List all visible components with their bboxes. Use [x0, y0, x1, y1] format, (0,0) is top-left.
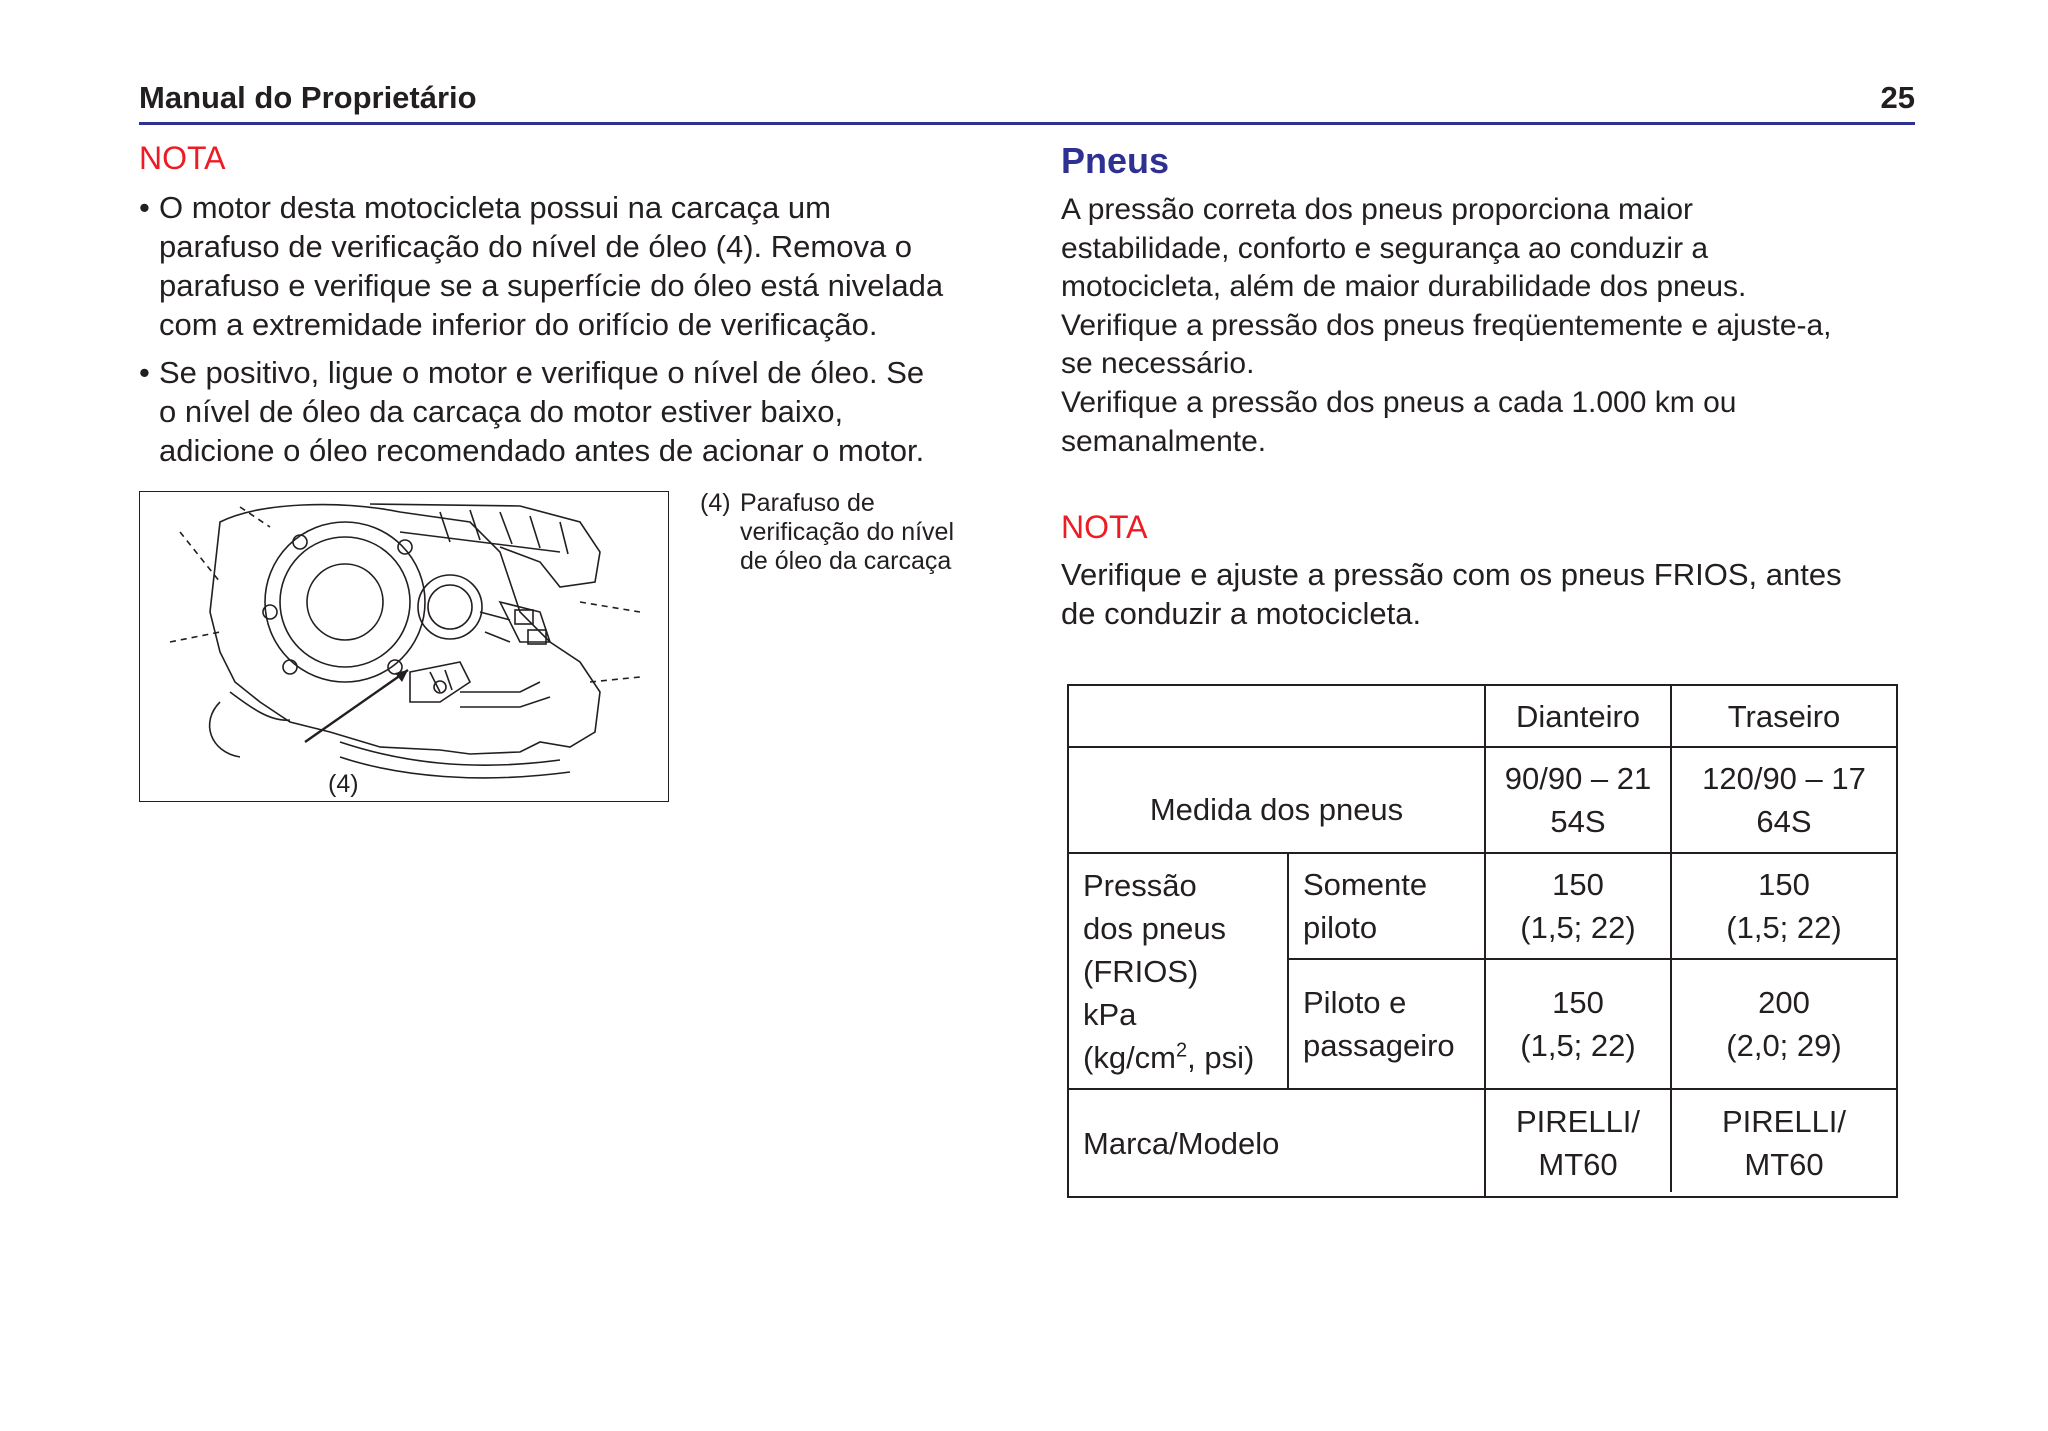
nota-right-line-1: Verifique e ajuste a pressão com os pneus FRIOS, antes: [1061, 557, 1842, 592]
table-rule: [1067, 1196, 1898, 1198]
somente-piloto-traseiro: 150 (1,5; 22): [1726, 867, 1842, 945]
nota-label-right: NOTA: [1061, 509, 1148, 545]
row-label-piloto-passageiro: Piloto e passageiro: [1303, 985, 1455, 1063]
p2-line-2: se necessário.: [1061, 347, 1255, 381]
bullet-1-line-1: O motor desta motocicleta possui na carcaça um: [159, 190, 831, 225]
col-header-dianteiro: Dianteiro: [1515, 698, 1641, 734]
piloto-passageiro-dianteiro: 150 (1,5; 22): [1520, 985, 1636, 1063]
row-label-pressao: Pressão dos pneus (FRIOS) kPa ($kg/cm^2$, psi): [1083, 867, 1255, 1075]
bullet-marker: •: [139, 190, 150, 225]
figure-callout-4: (4): [328, 770, 359, 798]
row-label-marca: Marca/Modelo: [1083, 1125, 1280, 1161]
bullet-1-line-4: com a extremidade inferior do orifício de verificação.: [159, 307, 878, 342]
page-number: 25: [1880, 80, 1915, 115]
p1-line-2: estabilidade, conforto e segurança ao conduzir a: [1061, 231, 1709, 265]
bullet-1-line-3: parafuso e verifique se a superfície do óleo está nivelada: [159, 268, 944, 303]
p1-line-1: A pressão correta dos pneus proporciona maior: [1061, 193, 1694, 226]
marca-traseiro: PIRELLI/ MT60: [1721, 1104, 1847, 1182]
nota-label-left: NOTA: [139, 140, 226, 176]
bullet-2-line-1: Se positivo, ligue o motor e verifique o nível de óleo. Se: [159, 355, 925, 390]
medida-traseiro: 120/90 – 17 64S: [1702, 761, 1866, 839]
caption-line-1: Parafuso de: [740, 489, 875, 517]
caption-number: (4): [700, 489, 731, 517]
bullet-marker: •: [139, 355, 150, 390]
p3-line-1: Verifique a pressão dos pneus a cada 1.000 km ou: [1061, 385, 1737, 419]
nota-right-line-2: de conduzir a motocicleta.: [1061, 596, 1422, 631]
manual-title: Manual do Proprietário: [139, 80, 477, 115]
piloto-passageiro-traseiro: 200 (2,0; 29): [1726, 985, 1842, 1063]
bullet-2-line-3: adicione o óleo recomendado antes de acionar o motor.: [159, 433, 925, 468]
medida-dianteiro: 90/90 – 21 54S: [1504, 761, 1652, 839]
somente-piloto-dianteiro: 150 (1,5; 22): [1520, 867, 1636, 945]
bullet-2-line-2: o nível de óleo da carcaça do motor estiver baixo,: [159, 394, 844, 429]
p1-line-3: motocicleta, além de maior durabilidade dos pneus.: [1061, 270, 1747, 304]
table-rule: [1896, 684, 1898, 1198]
col-header-traseiro: Traseiro: [1727, 698, 1841, 734]
p3-line-2: semanalmente.: [1061, 424, 1267, 458]
row-label-medida: Medida dos pneus: [1149, 791, 1404, 827]
p2-line-1: Verifique a pressão dos pneus freqüentemente e ajuste-a,: [1061, 308, 1832, 342]
section-title-pneus: Pneus: [1061, 140, 1170, 181]
bullet-1-line-2: parafuso de verificação do nível de óleo (4). Remova o: [159, 229, 913, 264]
row-label-somente-piloto: Somente piloto: [1303, 867, 1428, 945]
marca-dianteiro: PIRELLI/ MT60: [1515, 1104, 1641, 1182]
caption-line-3: de óleo da carcaça: [740, 547, 952, 575]
caption-line-2: verificação do nível: [740, 518, 955, 546]
